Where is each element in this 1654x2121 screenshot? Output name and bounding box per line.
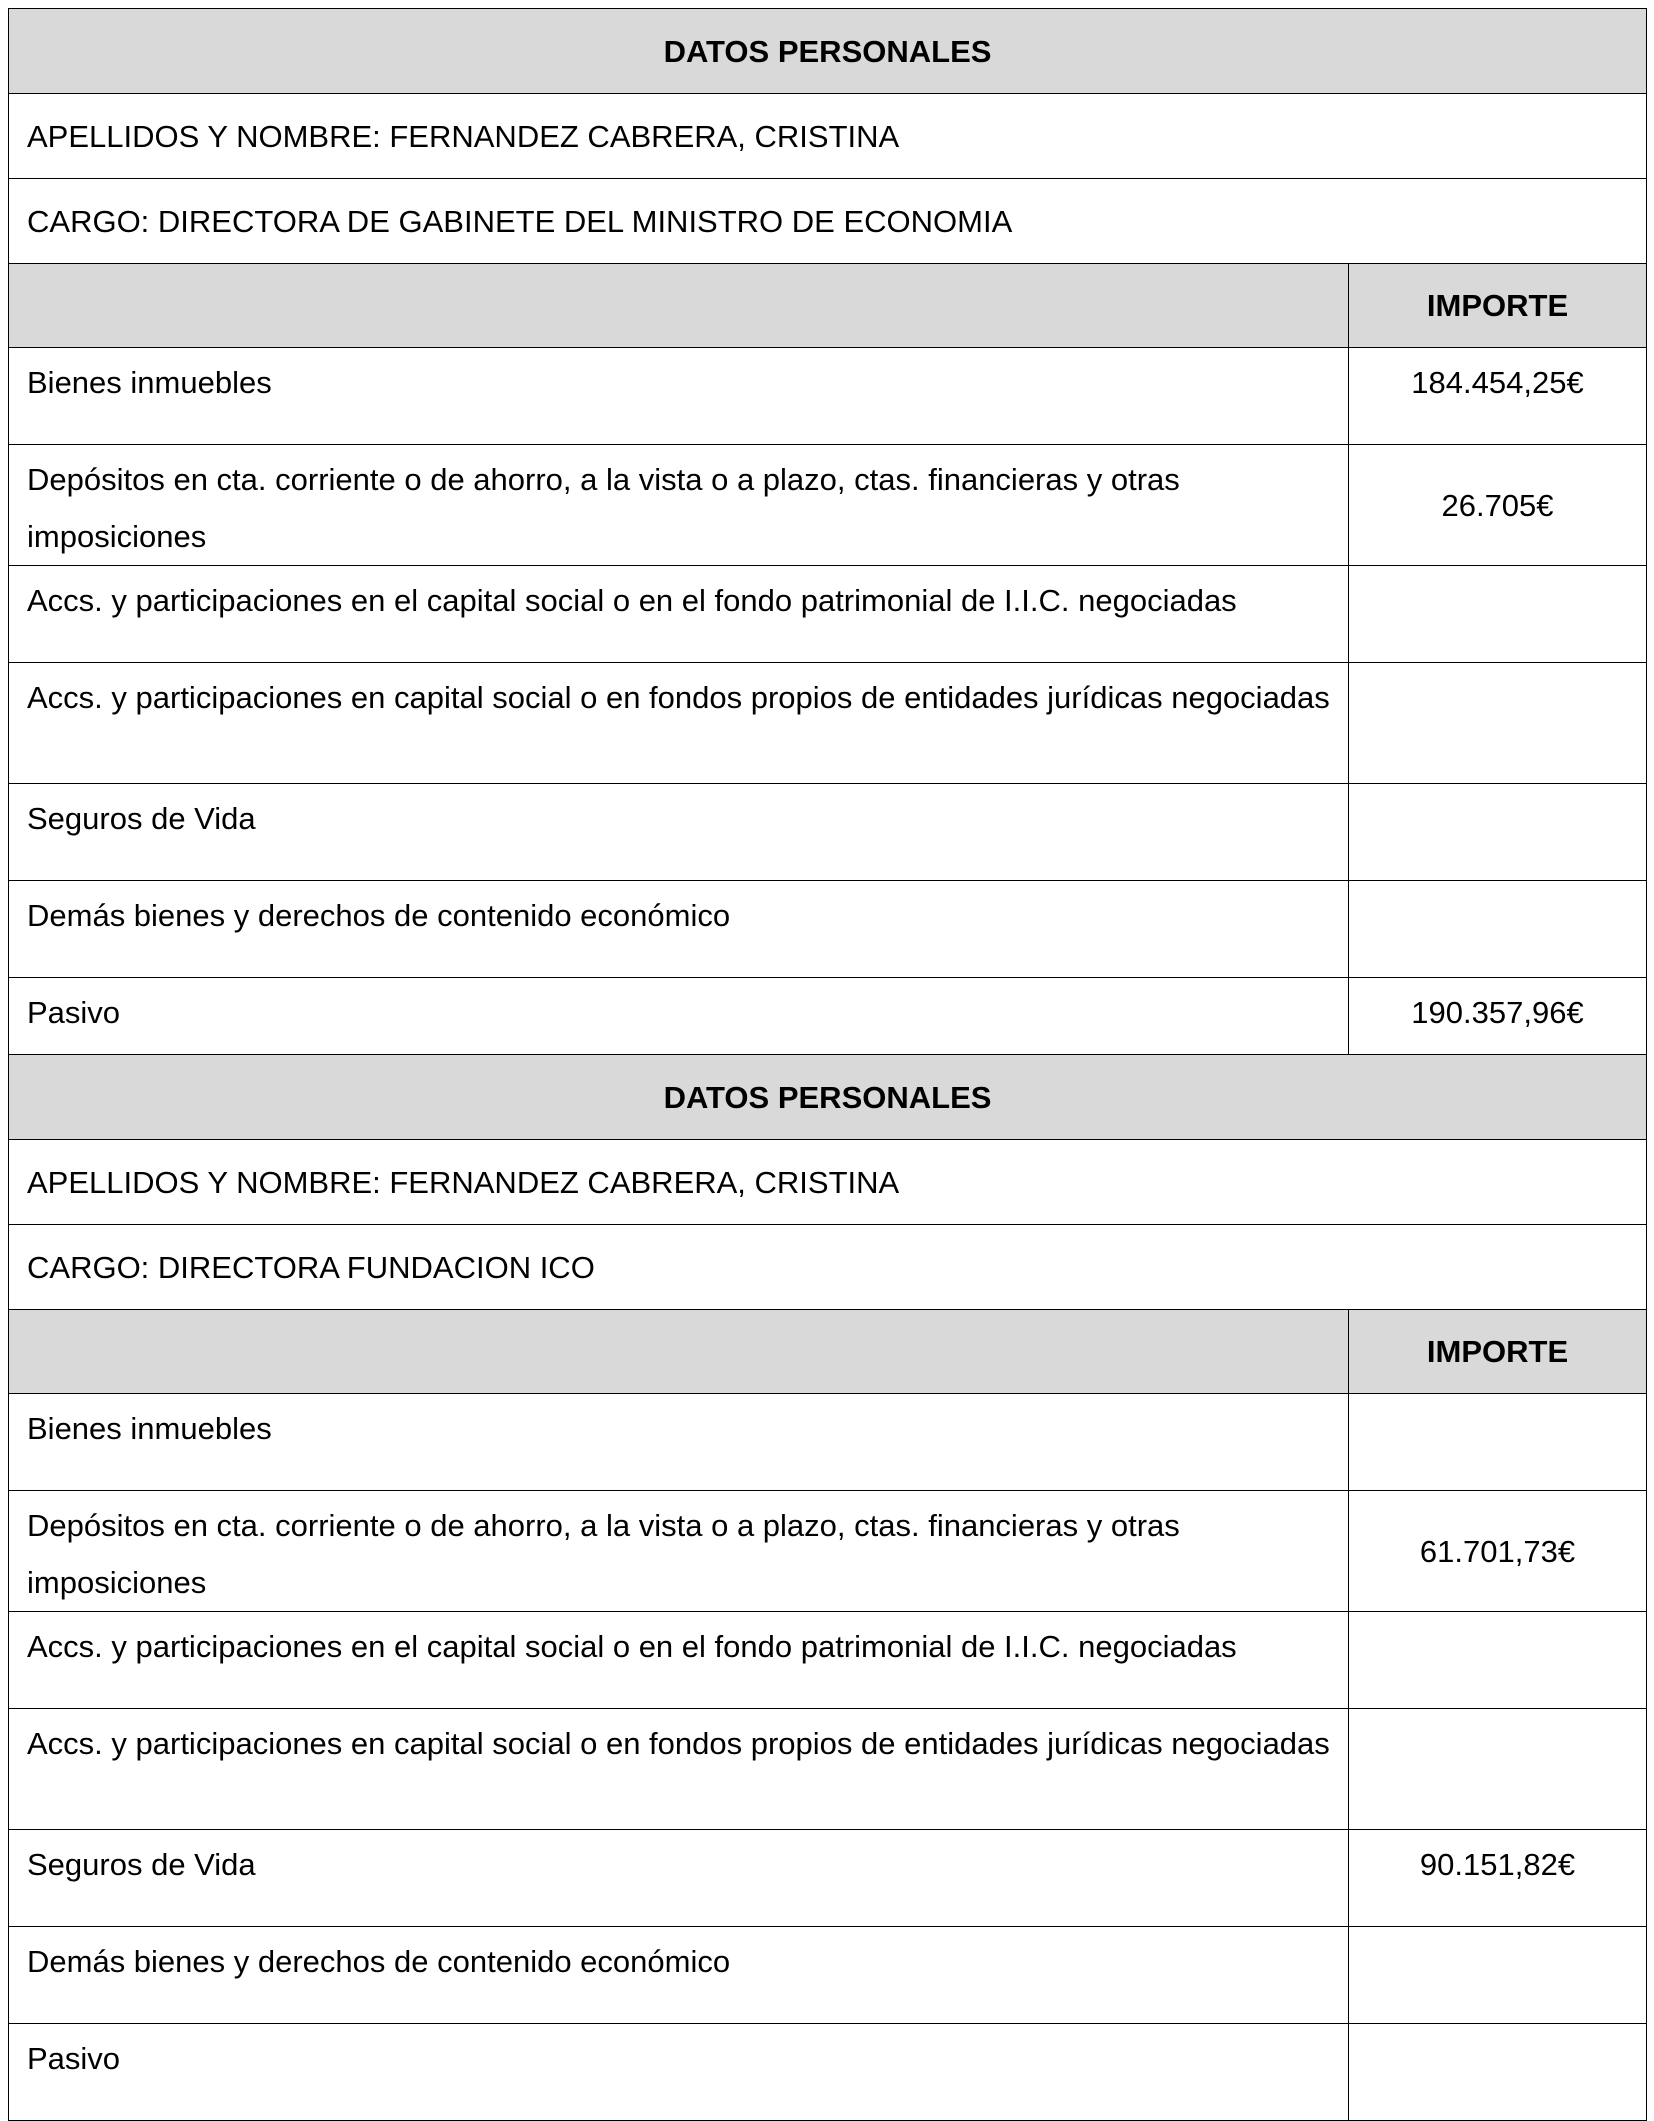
name-line: APELLIDOS Y NOMBRE: FERNANDEZ CABRERA, CRISTINA — [9, 94, 1647, 179]
table-row — [9, 2024, 1647, 2121]
amount-cell: 184.454,25€ — [1349, 348, 1647, 445]
table-row — [9, 663, 1647, 784]
asset-declaration-table — [8, 1054, 1647, 2121]
amount-cell — [1349, 566, 1647, 663]
amount-cell — [1349, 784, 1647, 881]
amount-cell: 90.151,82€ — [1349, 1830, 1647, 1927]
concept-column-header — [9, 264, 1349, 348]
concept-cell: Demás bienes y derechos de contenido económico — [9, 1927, 1349, 2024]
amount-cell: 26.705€ — [1349, 445, 1647, 566]
name-line: APELLIDOS Y NOMBRE: FERNANDEZ CABRERA, CRISTINA — [9, 1140, 1647, 1225]
concept-column-header — [9, 1310, 1349, 1394]
table-row — [9, 784, 1647, 881]
asset-declaration-table — [8, 8, 1647, 1075]
concept-cell: Seguros de Vida — [9, 1830, 1349, 1927]
amount-column-header: IMPORTE — [1349, 264, 1647, 348]
amount-cell: 61.701,73€ — [1349, 1491, 1647, 1612]
amount-cell — [1349, 2024, 1647, 2121]
concept-cell: Accs. y participaciones en capital social o en fondos propios de entidades jurídicas negociadas — [9, 663, 1349, 784]
concept-cell: Seguros de Vida — [9, 784, 1349, 881]
section-title: DATOS PERSONALES — [9, 1055, 1647, 1140]
table-row — [9, 1927, 1647, 2024]
concept-cell: Bienes inmuebles — [9, 348, 1349, 445]
amount-cell — [1349, 663, 1647, 784]
table-row — [9, 1394, 1647, 1491]
concept-cell: Pasivo — [9, 978, 1349, 1075]
concept-cell: Pasivo — [9, 2024, 1349, 2121]
concept-cell: Accs. y participaciones en capital social o en fondos propios de entidades jurídicas negociadas — [9, 1709, 1349, 1830]
position-line: CARGO: DIRECTORA FUNDACION ICO — [9, 1225, 1647, 1310]
concept-cell: Accs. y participaciones en el capital social o en el fondo patrimonial de I.I.C. negociadas — [9, 566, 1349, 663]
table-row — [9, 1830, 1647, 1927]
amount-cell — [1349, 1612, 1647, 1709]
concept-cell: Depósitos en cta. corriente o de ahorro, a la vista o a plazo, ctas. financieras y otras imposiciones — [9, 1491, 1349, 1612]
amount-cell — [1349, 1927, 1647, 2024]
table-row — [9, 445, 1647, 566]
table-row — [9, 1491, 1647, 1612]
amount-cell: 190.357,96€ — [1349, 978, 1647, 1075]
table-row — [9, 566, 1647, 663]
amount-cell — [1349, 881, 1647, 978]
amount-cell — [1349, 1709, 1647, 1830]
concept-cell: Accs. y participaciones en el capital social o en el fondo patrimonial de I.I.C. negociadas — [9, 1612, 1349, 1709]
table-row — [9, 1709, 1647, 1830]
amount-cell — [1349, 1394, 1647, 1491]
concept-cell: Depósitos en cta. corriente o de ahorro, a la vista o a plazo, ctas. financieras y otras imposiciones — [9, 445, 1349, 566]
section-title: DATOS PERSONALES — [9, 9, 1647, 94]
table-row — [9, 348, 1647, 445]
concept-cell: Demás bienes y derechos de contenido económico — [9, 881, 1349, 978]
concept-cell: Bienes inmuebles — [9, 1394, 1349, 1491]
table-row — [9, 1612, 1647, 1709]
position-line: CARGO: DIRECTORA DE GABINETE DEL MINISTRO DE ECONOMIA — [9, 179, 1647, 264]
table-row — [9, 881, 1647, 978]
amount-column-header: IMPORTE — [1349, 1310, 1647, 1394]
